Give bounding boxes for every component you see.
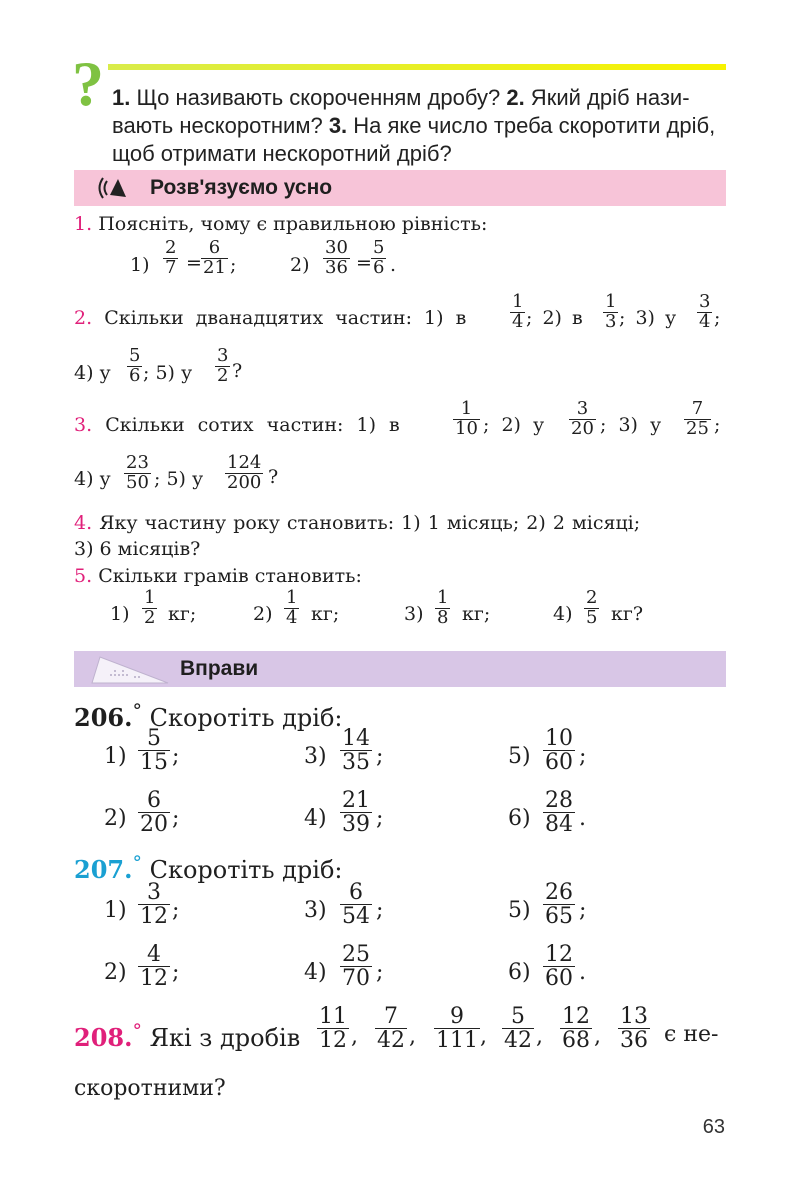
numerator: 3 [576,398,589,419]
oral-task-1 [74,213,487,235]
task-text: Яку частину року становить: 1) 1 місяць; 2) 2 місяці; [99,512,641,534]
oral-task-3 [74,414,400,436]
numerator: 1 [144,587,156,608]
difficulty-mark: ° [132,700,142,722]
oral-section-title: Розв'язуємо усно [150,176,333,199]
denominator: 6 [373,256,385,278]
oral-task-5 [74,565,362,587]
punct: ; [376,744,384,769]
task-text: ; 3) у [600,414,662,436]
punct: ; [172,744,180,769]
q3-text-cont: щоб отримати нескоротний дріб? [112,141,452,166]
punct: ; [579,898,587,923]
numerator: 14 [342,726,370,751]
numerator: 12 [545,942,573,967]
denominator: 111 [436,1028,478,1054]
denominator: 5 [586,606,598,628]
numerator: 1 [605,291,617,312]
punct: ; [172,960,180,985]
denominator: 12 [319,1028,347,1054]
item-label: 3) [404,603,424,625]
punct: ; [376,960,384,985]
equals-sign: = [186,252,202,274]
punct: ; [714,414,721,436]
fraction [371,239,386,278]
numerator: 4 [147,942,161,967]
fraction [543,881,575,928]
q2-text-cont: вають нескоротним? [112,113,329,138]
item-label: 2) [253,603,273,625]
yellow-rule [108,64,726,70]
fraction [684,400,711,439]
denominator: 4 [286,606,298,628]
task-text: 4) у [74,362,111,384]
denominator: 60 [545,966,573,992]
task-text: Скільки грамів становить: [98,565,362,587]
punct: . [579,806,586,831]
exercise-207 [74,852,343,884]
item-label: 1) [104,898,127,923]
fraction [284,589,299,628]
fraction [138,943,170,990]
fraction [317,1005,349,1052]
numerator: 1 [286,587,298,608]
numerator: 2 [586,587,598,608]
fraction [502,1005,534,1052]
task-number: 4. [74,512,93,534]
numerator: 12 [562,1004,590,1029]
denominator: 12 [140,966,168,992]
denominator: 15 [140,750,168,776]
unit: кг; [168,603,197,625]
task-number: 3. [74,414,93,436]
fraction [543,727,575,774]
denominator: 200 [227,471,262,493]
denominator: 2 [217,364,229,386]
fraction [340,881,372,928]
punct: ? [232,360,243,382]
numerator: 3 [217,345,229,366]
item-label: 1) [130,254,150,276]
item-label: 2) [104,806,127,831]
exercise-number: 208. [74,1023,133,1052]
numerator: 1 [512,291,524,312]
denominator: 10 [455,417,478,439]
exercise-number: 206. [74,703,133,732]
numerator: 5 [511,1004,525,1029]
numerator: 6 [147,788,161,813]
task-text: Скільки сотих частин: 1) в [105,414,400,436]
numerator: 3 [147,880,161,905]
item-label: 4) [553,603,573,625]
fraction [340,727,372,774]
exercise-text: Скоротіть дріб: [149,704,343,732]
exercise-section-title: Вправи [180,657,259,680]
fraction [697,293,712,332]
denominator: 3 [605,310,617,332]
q2-number: 2. [506,85,525,110]
denominator: 39 [342,812,370,838]
punct: ; [172,806,180,831]
fraction [138,727,170,774]
numerator: 26 [545,880,573,905]
task-text: ; 5) у [154,468,204,490]
numerator: 13 [620,1004,648,1029]
fraction [201,239,228,278]
numerator: 1 [437,587,449,608]
denominator: 84 [545,812,573,838]
item-label: 3) [304,898,327,923]
denominator: 21 [203,256,226,278]
numerator: 10 [545,726,573,751]
numerator: 124 [227,452,262,473]
task-number: 1. [74,213,93,235]
task-text: 3) 6 місяців? [74,538,201,560]
denominator: 25 [686,417,709,439]
task-text: Поясніть, чому є правильною рівність: [98,213,488,235]
difficulty-mark: ° [132,852,142,874]
punct: ; [579,744,587,769]
numerator: 21 [342,788,370,813]
numerator: 5 [147,726,161,751]
q1-text: Що називають скороченням дробу? [130,85,507,110]
numerator: 25 [342,942,370,967]
item-label: 2) [104,960,127,985]
denominator: 4 [512,310,524,332]
fraction [569,400,596,439]
q1-number: 1. [112,85,131,110]
task-text: ; 2) у [483,414,545,436]
punct: , [480,1024,487,1049]
numerator: 7 [384,1004,398,1029]
item-label: 1) [110,603,130,625]
item-label: 4) [304,806,327,831]
denominator: 36 [620,1028,648,1054]
denominator: 20 [571,417,594,439]
exercise-text: скоротними? [74,1076,226,1101]
punct: ; [376,898,384,923]
numerator: 9 [450,1004,464,1029]
exercise-208 [74,1020,300,1052]
equals-sign: = [356,252,372,274]
task-number: 5. [74,565,93,587]
exercise-number: 207. [74,855,133,884]
fraction [138,881,170,928]
unit: кг; [311,603,340,625]
denominator: 12 [140,904,168,930]
fraction [435,589,450,628]
unit: кг; [462,603,491,625]
denominator: 8 [437,606,449,628]
fraction [323,239,350,278]
denominator: 60 [545,750,573,776]
task-text: ; 3) у [619,307,677,329]
task-text: Скільки дванадцятих частин: 1) в [104,307,467,329]
page-number: 63 [702,1116,725,1138]
item-label: 3) [304,744,327,769]
denominator: 20 [140,812,168,838]
denominator: 2 [144,606,156,628]
punct: , [409,1024,416,1049]
denominator: 68 [562,1028,590,1054]
punct: . [579,960,586,985]
punct: ; [376,806,384,831]
exercise-text: є не- [664,1022,719,1047]
fraction [215,347,230,386]
numerator: 28 [545,788,573,813]
q3-text: На яке число треба скоротити дріб, [347,113,716,138]
denominator: 65 [545,904,573,930]
numerator: 2 [165,237,177,258]
exercise-text: Які з дробів [149,1024,301,1052]
task-text: ; 5) у [143,362,193,384]
punct: , [536,1024,543,1049]
fraction [603,293,618,332]
numerator: 5 [129,345,141,366]
denominator: 4 [699,310,711,332]
numerator: 6 [208,237,221,258]
item-label: 1) [104,744,127,769]
denominator: 42 [504,1028,532,1054]
question-mark-icon: ? [72,48,104,119]
item-label: 2) [290,254,310,276]
fraction [142,589,157,628]
denominator: 50 [126,471,149,493]
fraction [225,454,263,493]
fraction [543,789,575,836]
oral-task-4 [74,512,640,534]
q3-number: 3. [328,113,348,138]
punct: . [390,254,397,276]
task-text: ; 2) в [526,307,583,329]
fraction [434,1005,480,1052]
denominator: 42 [377,1028,405,1054]
unit: кг? [611,603,644,625]
numerator: 11 [319,1004,347,1029]
punct: , [351,1024,358,1049]
numerator: 1 [460,398,473,419]
fraction [124,454,151,493]
q2-text: Який дріб нази- [524,85,690,110]
fraction [560,1005,592,1052]
item-label: 6) [508,806,531,831]
exercise-section-header [74,651,726,687]
speaker-sound-icon [96,175,132,205]
punct: ; [230,254,237,276]
denominator: 54 [342,904,370,930]
oral-section-header [74,170,726,206]
fraction [138,789,170,836]
fraction [163,239,178,278]
fraction [543,943,575,990]
numerator: 5 [373,237,385,258]
fraction [340,789,372,836]
numerator: 6 [349,880,363,905]
exercise-206 [74,700,343,732]
punct: , [594,1024,601,1049]
fraction [127,347,142,386]
item-label: 5) [508,898,531,923]
denominator: 35 [342,750,370,776]
numerator: 23 [126,452,149,473]
numerator: 30 [325,237,348,258]
denominator: 70 [342,966,370,992]
punct: ? [268,466,279,488]
numerator: 7 [691,398,704,419]
ruler-triangle-icon [90,653,170,689]
punct: ; [714,307,721,329]
item-label: 4) [304,960,327,985]
fraction [453,400,480,439]
task-number: 2. [74,307,93,329]
difficulty-mark: ° [132,1020,142,1042]
punct: ; [172,898,180,923]
denominator: 36 [325,256,348,278]
denominator: 7 [165,256,177,278]
numerator: 3 [699,291,711,312]
item-label: 5) [508,744,531,769]
fraction [510,293,525,332]
review-questions [112,84,726,168]
exercise-text: Скоротіть дріб: [149,856,343,884]
task-text: 4) у [74,468,111,490]
fraction [584,589,599,628]
denominator: 6 [129,364,141,386]
fraction [618,1005,650,1052]
item-label: 6) [508,960,531,985]
fraction [375,1005,407,1052]
oral-task-2 [74,307,466,329]
fraction [340,943,372,990]
